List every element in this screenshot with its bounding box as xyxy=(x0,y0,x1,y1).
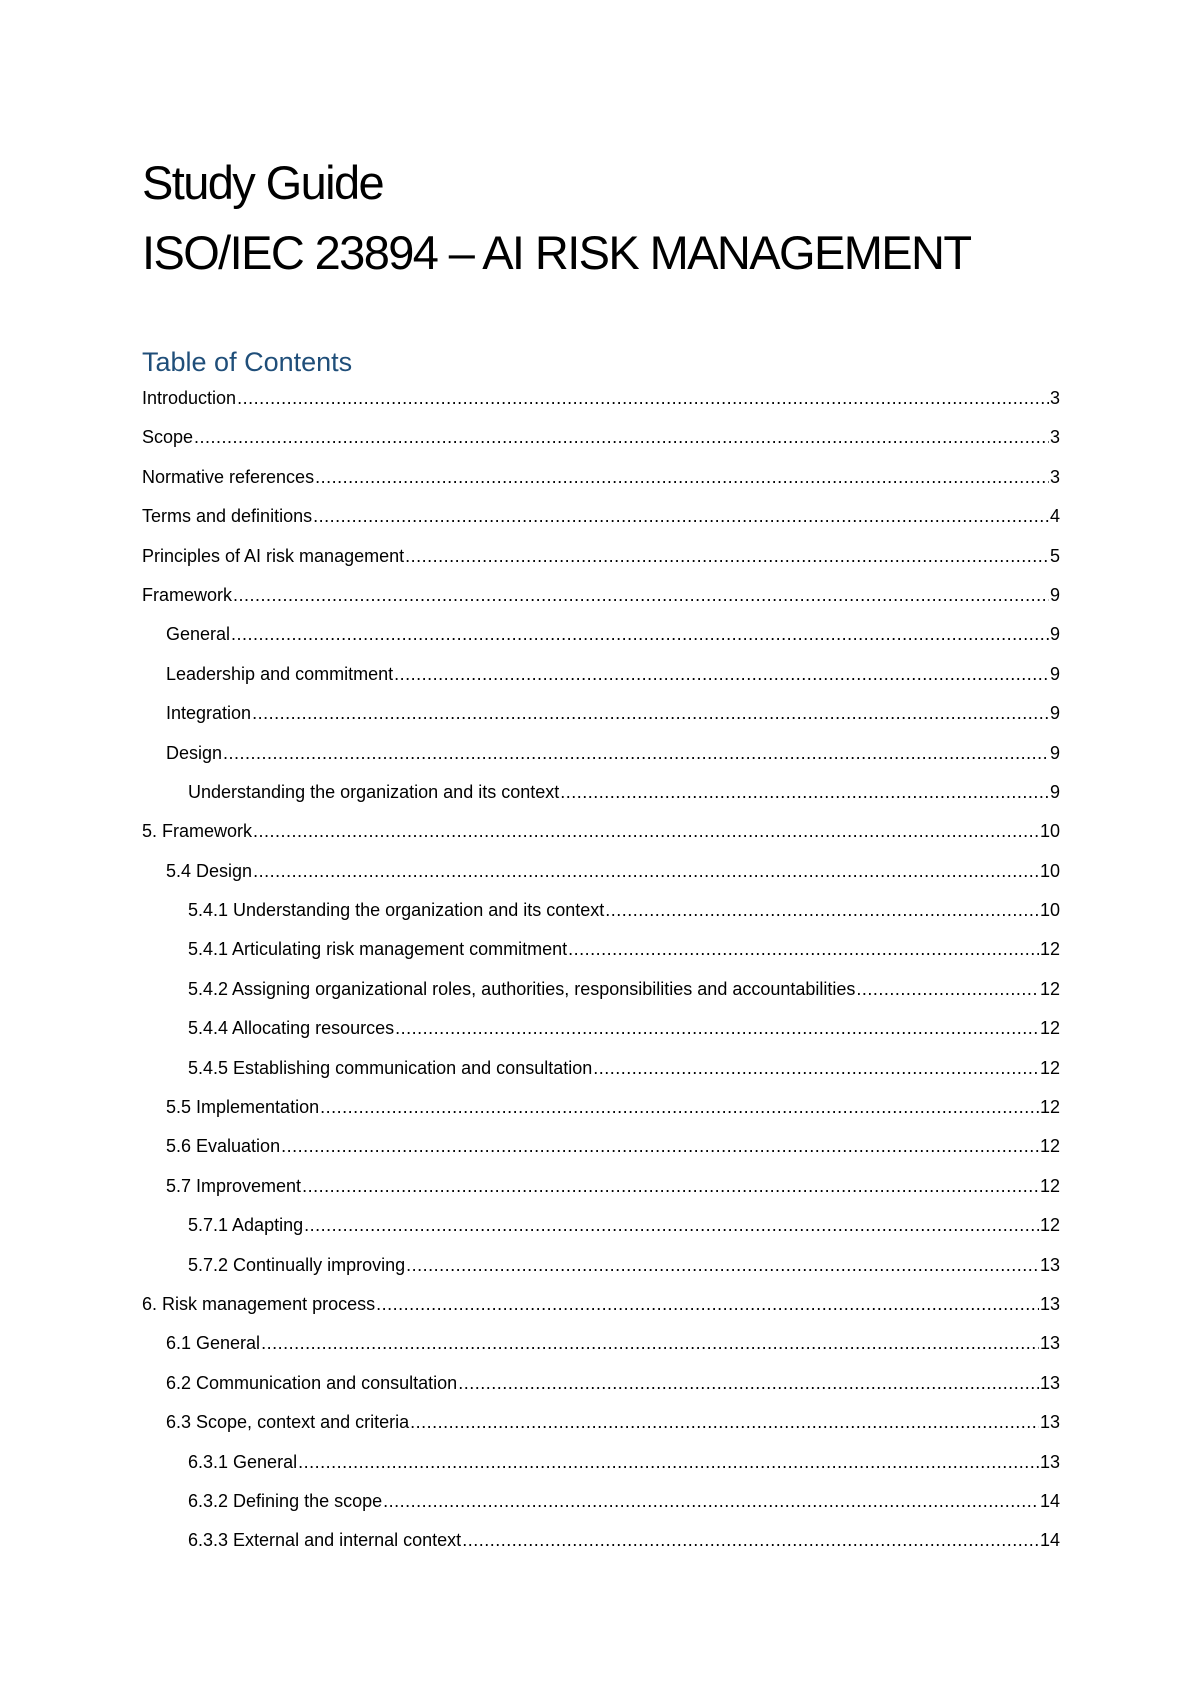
toc-entry[interactable] xyxy=(142,1450,1060,1489)
toc-entry[interactable] xyxy=(142,977,1060,1016)
toc-entry-title: 6.3 Scope, context and criteria xyxy=(166,1412,410,1433)
toc-entry[interactable] xyxy=(142,1410,1060,1449)
toc-dot-leader xyxy=(856,977,1039,1001)
toc-entry[interactable] xyxy=(142,701,1060,740)
toc-entry-page-number: 14 xyxy=(1039,1530,1060,1551)
toc-entry[interactable] xyxy=(142,1016,1060,1055)
toc-entry-page-number: 4 xyxy=(1049,506,1060,527)
toc-entry[interactable] xyxy=(142,583,1060,622)
toc-dot-leader xyxy=(261,1331,1039,1355)
toc-entry[interactable] xyxy=(142,1213,1060,1252)
toc-entry[interactable] xyxy=(142,1253,1060,1292)
toc-dot-leader xyxy=(383,1489,1039,1513)
toc-entry-page-number: 10 xyxy=(1039,821,1060,842)
toc-entry-title: 5.4.2 Assigning organizational roles, authorities, responsibilities and accountabilities xyxy=(188,978,856,999)
toc-entry-page-number: 12 xyxy=(1039,1175,1060,1196)
toc-dot-leader xyxy=(410,1410,1039,1434)
toc-entry[interactable] xyxy=(142,662,1060,701)
toc-dot-leader xyxy=(313,504,1049,528)
toc-entry-page-number: 12 xyxy=(1039,1097,1060,1118)
toc-entry-page-number: 9 xyxy=(1049,663,1060,684)
toc-entry[interactable] xyxy=(142,780,1060,819)
toc-entry[interactable] xyxy=(142,819,1060,858)
toc-entry-title: 5.4 Design xyxy=(166,860,253,881)
toc-entry-page-number: 14 xyxy=(1039,1490,1060,1511)
toc-entry-page-number: 10 xyxy=(1039,860,1060,881)
document-title xyxy=(142,148,1102,288)
toc-entry-title: 6. Risk management process xyxy=(142,1293,376,1314)
toc-entry-page-number: 13 xyxy=(1039,1254,1060,1275)
toc-entry-page-number: 9 xyxy=(1049,624,1060,645)
toc-entry-title: Understanding the organization and its context xyxy=(188,781,560,802)
toc-entry-page-number: 13 xyxy=(1039,1451,1060,1472)
toc-heading: Table of Contents xyxy=(142,347,353,377)
toc-dot-leader xyxy=(237,386,1049,410)
toc-dot-leader xyxy=(223,741,1049,765)
toc-entry[interactable] xyxy=(142,465,1060,504)
toc-entry-page-number: 12 xyxy=(1039,1136,1060,1157)
toc-entry-title: Normative references xyxy=(142,466,315,487)
toc-entry-title: Scope xyxy=(142,427,194,448)
toc-entry-title: 5.4.1 Articulating risk management commitment xyxy=(188,939,568,960)
toc-entry[interactable] xyxy=(142,544,1060,583)
toc-entry[interactable] xyxy=(142,386,1060,425)
toc-dot-leader xyxy=(233,583,1049,607)
toc-entry-title: 5.4.4 Allocating resources xyxy=(188,1018,395,1039)
toc-dot-leader xyxy=(302,1174,1039,1198)
toc-entry-page-number: 9 xyxy=(1049,584,1060,605)
toc-entry-page-number: 13 xyxy=(1039,1412,1060,1433)
toc-entry-page-number: 13 xyxy=(1039,1293,1060,1314)
toc-entry-title: 6.3.3 External and internal context xyxy=(188,1530,462,1551)
toc-entry[interactable] xyxy=(142,1528,1060,1567)
toc-dot-leader xyxy=(231,622,1049,646)
toc-dot-leader xyxy=(458,1371,1039,1395)
toc-dot-leader xyxy=(320,1095,1039,1119)
toc-entry-title: Framework xyxy=(142,584,233,605)
toc-entry-page-number: 3 xyxy=(1049,427,1060,448)
toc-entry[interactable] xyxy=(142,1489,1060,1528)
toc-entry-page-number: 9 xyxy=(1049,703,1060,724)
toc-entry[interactable] xyxy=(142,1056,1060,1095)
toc-entry[interactable] xyxy=(142,504,1060,543)
toc-dot-leader xyxy=(281,1134,1039,1158)
toc-dot-leader xyxy=(298,1450,1039,1474)
toc-entry-page-number: 12 xyxy=(1039,1018,1060,1039)
toc-entry-page-number: 13 xyxy=(1039,1372,1060,1393)
toc-entry-title: Introduction xyxy=(142,388,237,408)
toc-entry-page-number: 12 xyxy=(1039,1057,1060,1078)
toc-entry-title: Principles of AI risk management xyxy=(142,545,405,566)
toc-entry[interactable] xyxy=(142,1331,1060,1370)
toc-dot-leader xyxy=(593,1056,1039,1080)
toc-entry[interactable] xyxy=(142,1371,1060,1410)
toc-dot-leader xyxy=(394,662,1049,686)
toc-dot-leader xyxy=(315,465,1049,489)
toc-entry-title: General xyxy=(166,624,231,645)
toc-entry-page-number: 12 xyxy=(1039,939,1060,960)
toc-entry-page-number: 12 xyxy=(1039,978,1060,999)
title-line-2: ISO/IEC 23894 – AI RISK MANAGEMENT xyxy=(142,226,971,279)
toc-entry-title: Design xyxy=(166,742,223,763)
toc-entry[interactable] xyxy=(142,937,1060,976)
toc-dot-leader xyxy=(568,937,1039,961)
toc-entry[interactable] xyxy=(142,859,1060,898)
toc-dot-leader xyxy=(405,544,1049,568)
toc-entry-page-number: 5 xyxy=(1049,545,1060,566)
toc-entry[interactable] xyxy=(142,622,1060,661)
toc-entry-page-number: 12 xyxy=(1039,1215,1060,1236)
toc-dot-leader xyxy=(252,701,1049,725)
toc-entry-page-number: 3 xyxy=(1049,466,1060,487)
toc-entry[interactable] xyxy=(142,898,1060,937)
toc-entry-title: 5.5 Implementation xyxy=(166,1097,320,1118)
toc-entry-title: 5.7.1 Adapting xyxy=(188,1215,304,1236)
toc-entry-page-number: 3 xyxy=(1049,388,1060,408)
toc-entry[interactable] xyxy=(142,1292,1060,1331)
toc-dot-leader xyxy=(376,1292,1039,1316)
toc-entry-title: 5.7.2 Continually improving xyxy=(188,1254,406,1275)
toc-entry[interactable] xyxy=(142,1174,1060,1213)
toc-dot-leader xyxy=(605,898,1039,922)
toc-entry-title: 5.7 Improvement xyxy=(166,1175,302,1196)
toc-dot-leader xyxy=(406,1253,1039,1277)
toc-dot-leader xyxy=(194,425,1049,449)
toc-dot-leader xyxy=(395,1016,1039,1040)
toc-dot-leader xyxy=(462,1528,1039,1552)
toc-dot-leader xyxy=(253,859,1039,883)
toc-entry-title: 5.6 Evaluation xyxy=(166,1136,281,1157)
title-line-1: Study Guide xyxy=(142,156,384,209)
toc-entry-title: 6.3.1 General xyxy=(188,1451,298,1472)
toc-entry[interactable] xyxy=(142,1095,1060,1134)
toc-entry-title: 6.1 General xyxy=(166,1333,261,1354)
toc-dot-leader xyxy=(560,780,1049,804)
toc-entry-title: 6.2 Communication and consultation xyxy=(166,1372,458,1393)
toc-entry[interactable] xyxy=(142,425,1060,464)
toc-entry-title: 5.4.5 Establishing communication and consultation xyxy=(188,1057,593,1078)
toc-dot-leader xyxy=(304,1213,1039,1237)
toc-entry-title: 6.3.2 Defining the scope xyxy=(188,1490,383,1511)
toc-entry-title: Leadership and commitment xyxy=(166,663,394,684)
toc-entry-title: 5.4.1 Understanding the organization and its context xyxy=(188,900,605,921)
toc-entry-page-number: 13 xyxy=(1039,1333,1060,1354)
table-of-contents xyxy=(142,386,1060,1568)
toc-dot-leader xyxy=(253,819,1039,843)
toc-entry-page-number: 10 xyxy=(1039,900,1060,921)
toc-entry-page-number: 9 xyxy=(1049,781,1060,802)
toc-entry-title: 5. Framework xyxy=(142,821,253,842)
toc-entry[interactable] xyxy=(142,1134,1060,1173)
toc-entry-page-number: 9 xyxy=(1049,742,1060,763)
toc-entry-title: Terms and definitions xyxy=(142,506,313,527)
toc-entry[interactable] xyxy=(142,741,1060,780)
toc-entry-title: Integration xyxy=(166,703,252,724)
